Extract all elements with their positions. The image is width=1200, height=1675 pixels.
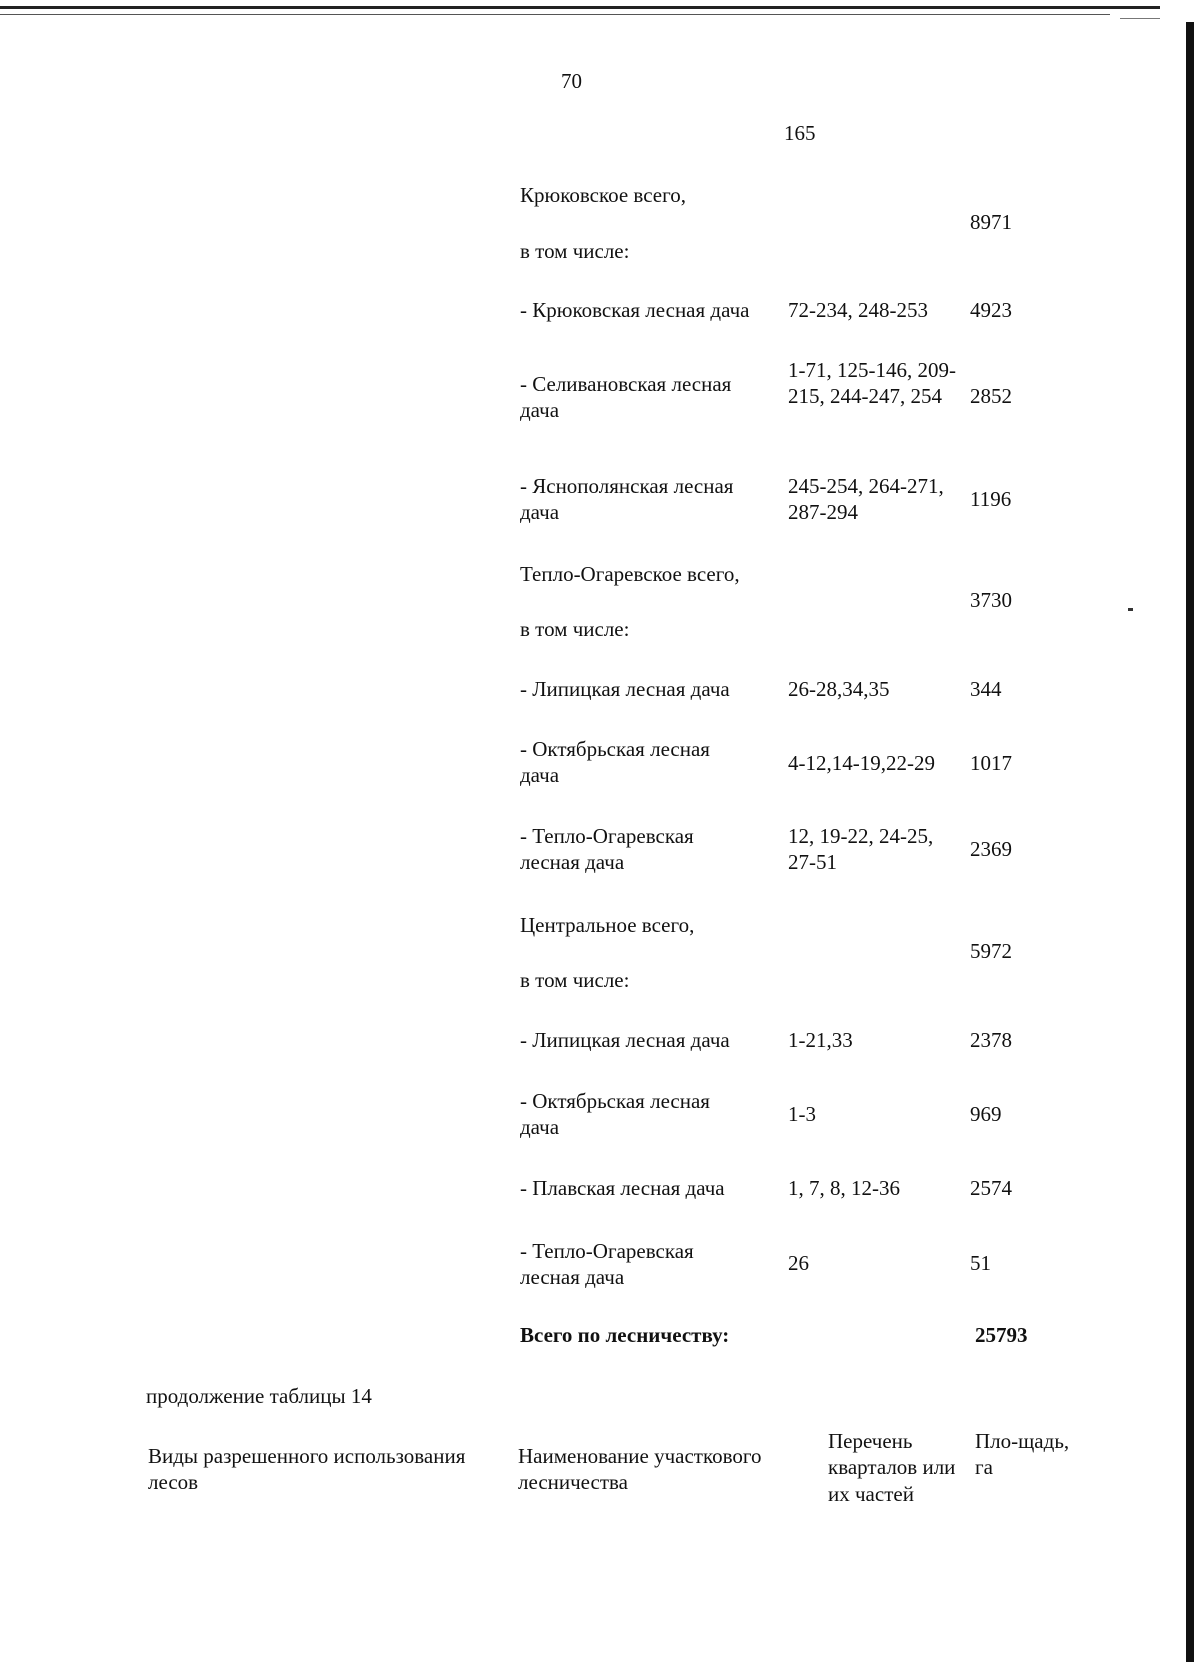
group-total: 3730 — [970, 588, 1012, 612]
group-title: Тепло-Огаревское всего, — [520, 562, 740, 586]
scan-edge-right — [1186, 22, 1194, 1662]
group-total: 5972 — [970, 939, 1012, 963]
group-subtitle: в том числе: — [520, 617, 630, 641]
item-quarters: 1, 7, 8, 12-36 — [788, 1176, 900, 1200]
group-total: 8971 — [970, 210, 1012, 234]
item-name: - Октябрьская лесная дача — [520, 1089, 710, 1140]
item-name: - Октябрьская лесная дача — [520, 737, 710, 788]
item-quarters: 245-254, 264-271, 287-294 — [788, 474, 944, 525]
item-name: - Крюковская лесная дача — [520, 298, 750, 322]
column-header-area: Пло-щадь, га — [975, 1429, 1070, 1480]
page-number: 70 — [561, 69, 582, 93]
item-name: - Яснополянская лесная дача — [520, 474, 734, 525]
item-quarters: 26 — [788, 1251, 809, 1275]
item-area: 969 — [970, 1102, 1002, 1126]
item-quarters: 72-234, 248-253 — [788, 298, 928, 322]
item-name: - Селивановская лесная дача — [520, 372, 732, 423]
scan-speck — [1128, 608, 1133, 611]
item-quarters: 12, 19-22, 24-25, 27-51 — [788, 824, 934, 875]
item-name: - Плавская лесная дача — [520, 1176, 725, 1200]
item-name: - Липицкая лесная дача — [520, 1028, 730, 1052]
scan-edge-top-dash — [1120, 18, 1160, 19]
group-title: Центральное всего, — [520, 913, 695, 937]
group-subtitle: в том числе: — [520, 239, 630, 263]
item-area: 2574 — [970, 1176, 1012, 1200]
item-quarters: 1-71, 125-146, 209-215, 244-247, 254 — [788, 358, 956, 409]
item-area: 344 — [970, 677, 1002, 701]
group-subtitle: в том числе: — [520, 968, 630, 992]
item-name: - Тепло-Огаревская лесная дача — [520, 824, 694, 875]
item-area: 1017 — [970, 751, 1012, 775]
column-header-usage: Виды разрешенного использования лесов — [148, 1444, 466, 1495]
item-quarters: 1-21,33 — [788, 1028, 853, 1052]
item-area: 2852 — [970, 384, 1012, 408]
item-quarters: 26-28,34,35 — [788, 677, 890, 701]
grand-total-label: Всего по лесничеству: — [520, 1323, 730, 1347]
grand-total-value: 25793 — [975, 1323, 1028, 1347]
item-area: 51 — [970, 1251, 991, 1275]
item-area: 1196 — [970, 487, 1012, 511]
group-title: Крюковское всего, — [520, 183, 686, 207]
item-name: - Липицкая лесная дача — [520, 677, 730, 701]
item-area: 4923 — [970, 298, 1012, 322]
item-quarters: 4-12,14-19,22-29 — [788, 751, 935, 775]
column-header-quarters: Перечень кварталов или их частей — [828, 1429, 956, 1506]
scan-edge-top — [0, 6, 1160, 9]
header-number: 165 — [784, 121, 816, 145]
item-name: - Тепло-Огаревская лесная дача — [520, 1239, 694, 1290]
item-quarters: 1-3 — [788, 1102, 816, 1126]
item-area: 2378 — [970, 1028, 1012, 1052]
column-header-forestry: Наименование участкового лесничества — [518, 1444, 762, 1495]
item-area: 2369 — [970, 837, 1012, 861]
table-continuation-note: продолжение таблицы 14 — [146, 1384, 372, 1408]
scan-edge-top-thin — [0, 14, 1110, 15]
